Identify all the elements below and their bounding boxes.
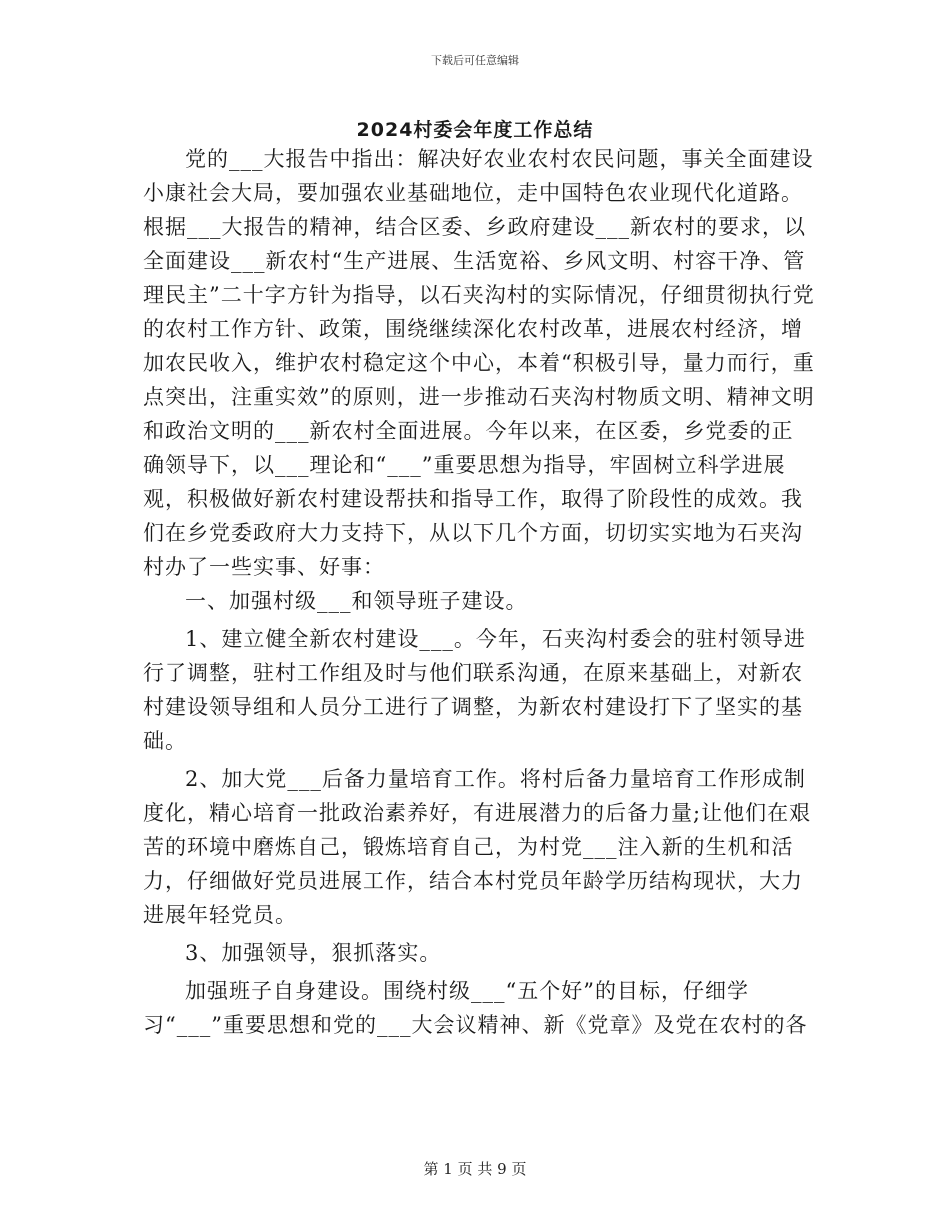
document-title: 2024村委会年度工作总结: [356, 119, 594, 141]
paragraph-item-3: 3、加强领导，狠抓落实。: [185, 941, 442, 965]
paragraph-item-1: 1、建立健全新农村建设___。今年，石夹沟村委会的驻村领导进行了调整，驻村工作组及时与他们联系沟通，在原来基础上，对新农村建设领导组和人员分工进行了调整，为新农村建设打下了坚实的基础。: [143, 627, 806, 753]
page-header-note: 下载后可任意编辑: [431, 54, 519, 67]
page-number: 第 1 页 共 9 页: [423, 1160, 527, 1178]
paragraph-section-heading: 一、加强村级___和领导班子建设。: [185, 589, 528, 613]
paragraph-intro: 党的___大报告中指出：解决好农业农村农民问题，事关全面建设小康社会大局，要加强农业基础地位，走中国特色农业现代化道路。根据___大报告的精神，结合区委、乡政府建设___新农村的要求，以全面建设___新农村“生产进展、生活宽裕、乡风文明、村容干净、管理民主”二十字方针为指导，以石夹沟村的实际情况，仔细贯彻执行党的农村工作方针、政策，围绕继续深化农村改革，进展农村经济，增加农民收入，维护农村稳定这个中心，本着“积极引导，量力而行，重点突出，注重实效”的原则，进一步推动石夹沟村物质文明、精神文明和政治文明的___新农村全面进展。今年以来，在区委，乡党委的正确领导下，以___理论和“___”重要思想为指导，牢固树立科学进展观，积极做好新农村建设帮扶和指导工作，取得了阶段性的成效。我们在乡党委政府大力支持下，从以下几个方面，切切实实地为石夹沟村办了一些实事、好事：: [143, 147, 815, 579]
paragraph-item-2: 2、加大党___后备力量培育工作。将村后备力量培育工作形成制度化，精心培育一批政治素养好，有进展潜力的后备力量;让他们在艰苦的环境中磨炼自己，锻炼培育自己，为村党___注入新的生机和活力，仔细做好党员进展工作，结合本村党员年龄学历结构现状，大力进展年轻党员。: [143, 767, 812, 927]
document-body: [143, 142, 815, 1042]
paragraph-team-building: 加强班子自身建设。围绕村级___“五个好”的目标，仔细学习“___”重要思想和党的___大会议精神、新《党章》及党在农村的各: [143, 979, 808, 1037]
